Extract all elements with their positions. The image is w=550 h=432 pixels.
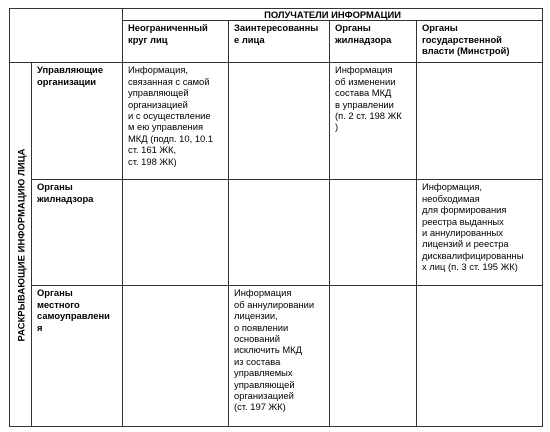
table-cell	[229, 180, 330, 286]
table-cell	[330, 180, 417, 286]
table-cell: Информация об изменении состава МКД в управлении (п. 2 ст. 198 ЖК )	[330, 63, 417, 180]
table-row	[10, 180, 543, 286]
table-cell: Информация, необходимая для формирования реестра выданных и аннулированных лицензий и реестра дисквалифицированны х лиц (п. 3 ст. 195 ЖК)	[417, 180, 543, 286]
table-row	[10, 63, 543, 180]
recipients-header: ПОЛУЧАТЕЛИ ИНФОРМАЦИИ	[123, 9, 543, 21]
row-label-housing-supervision: Органы жилнадзора	[32, 180, 123, 286]
table-cell	[123, 286, 229, 427]
corner-cell	[10, 9, 123, 63]
header-group-row	[10, 9, 543, 21]
row-label-local-self-government: Органы местного самоуправлени я	[32, 286, 123, 427]
column-header-interested-parties: Заинтересованны е лица	[229, 21, 330, 63]
table-row	[10, 286, 543, 427]
column-header-unlimited-circle: Неограниченный круг лиц	[123, 21, 229, 63]
column-header-housing-supervision: Органы жилнадзора	[330, 21, 417, 63]
column-header-state-authorities: Органы государственной власти (Минстрой)	[417, 21, 543, 63]
table-cell	[123, 180, 229, 286]
table-cell	[229, 63, 330, 180]
row-label-management-organizations: Управляющие организации	[32, 63, 123, 180]
table-cell: Информация об аннулировании лицензии, о появлении оснований исключить МКД из состава управляемых управляющей организацией (ст. 197 ЖК)	[229, 286, 330, 427]
information-disclosure-table	[9, 8, 543, 427]
table-cell	[417, 286, 543, 427]
disclosing-parties-label: РАСКРЫВАЮЩИЕ ИНФОРМАЦИЮ ЛИЦА	[14, 148, 26, 342]
disclosing-parties-label-cell	[10, 63, 32, 427]
table-cell: Информация, связанная с самой управляющей организацией и с осуществление м ею управления МКД (подп. 10, 10.1 ст. 161 ЖК, ст. 198 ЖК)	[123, 63, 229, 180]
table-cell	[330, 286, 417, 427]
table-cell	[417, 63, 543, 180]
